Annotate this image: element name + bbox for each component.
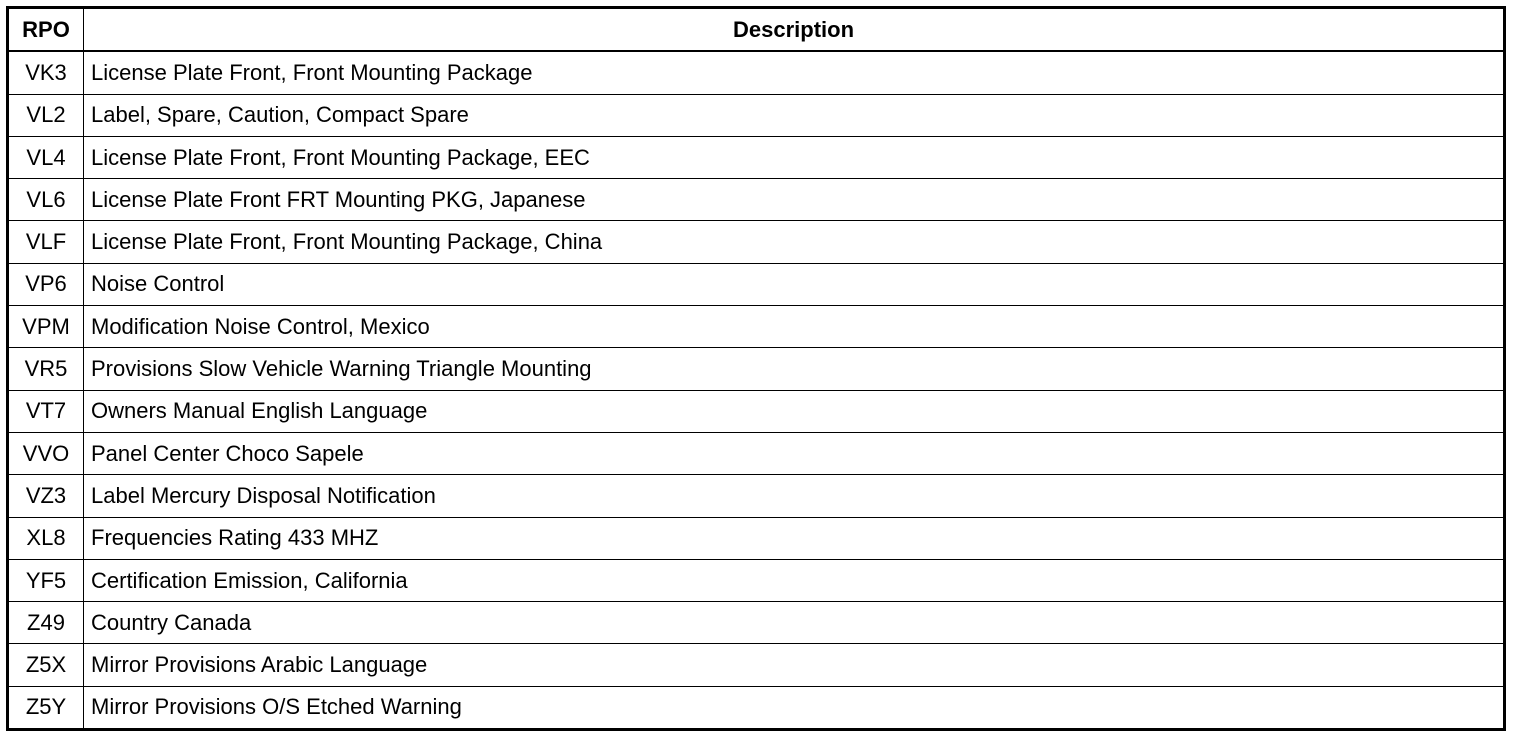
description-cell: Owners Manual English Language bbox=[84, 390, 1505, 432]
description-cell: License Plate Front, Front Mounting Package bbox=[84, 51, 1505, 94]
rpo-code-cell: VL4 bbox=[8, 136, 84, 178]
rpo-code-cell: VT7 bbox=[8, 390, 84, 432]
table-row bbox=[8, 559, 1505, 601]
description-cell: Mirror Provisions O/S Etched Warning bbox=[84, 686, 1505, 729]
description-cell: Label, Spare, Caution, Compact Spare bbox=[84, 94, 1505, 136]
rpo-code-cell: VZ3 bbox=[8, 475, 84, 517]
description-cell: Provisions Slow Vehicle Warning Triangle Mounting bbox=[84, 348, 1505, 390]
description-cell: Country Canada bbox=[84, 602, 1505, 644]
table-row bbox=[8, 179, 1505, 221]
description-cell: Noise Control bbox=[84, 263, 1505, 305]
table-row bbox=[8, 136, 1505, 178]
table-row bbox=[8, 263, 1505, 305]
description-cell: License Plate Front, Front Mounting Package, EEC bbox=[84, 136, 1505, 178]
rpo-code-cell: VP6 bbox=[8, 263, 84, 305]
rpo-code-cell: YF5 bbox=[8, 559, 84, 601]
description-cell: Frequencies Rating 433 MHZ bbox=[84, 517, 1505, 559]
description-cell: Label Mercury Disposal Notification bbox=[84, 475, 1505, 517]
description-cell: License Plate Front FRT Mounting PKG, Japanese bbox=[84, 179, 1505, 221]
rpo-column-header: RPO bbox=[8, 8, 84, 52]
table-row bbox=[8, 475, 1505, 517]
table-row bbox=[8, 390, 1505, 432]
table-row bbox=[8, 602, 1505, 644]
rpo-code-cell: XL8 bbox=[8, 517, 84, 559]
rpo-code-cell: VL2 bbox=[8, 94, 84, 136]
description-cell: Panel Center Choco Sapele bbox=[84, 432, 1505, 474]
description-cell: License Plate Front, Front Mounting Package, China bbox=[84, 221, 1505, 263]
description-cell: Certification Emission, California bbox=[84, 559, 1505, 601]
description-cell: Mirror Provisions Arabic Language bbox=[84, 644, 1505, 686]
rpo-code-cell: VLF bbox=[8, 221, 84, 263]
table-body bbox=[8, 51, 1505, 729]
rpo-table bbox=[6, 6, 1506, 731]
rpo-code-cell: VVO bbox=[8, 432, 84, 474]
table-row bbox=[8, 517, 1505, 559]
table-row bbox=[8, 686, 1505, 729]
rpo-code-cell: Z49 bbox=[8, 602, 84, 644]
table-row bbox=[8, 221, 1505, 263]
rpo-code-cell: VR5 bbox=[8, 348, 84, 390]
rpo-code-cell: VL6 bbox=[8, 179, 84, 221]
table-row bbox=[8, 432, 1505, 474]
table-row bbox=[8, 644, 1505, 686]
table-row bbox=[8, 94, 1505, 136]
rpo-table-container bbox=[6, 6, 1506, 731]
table-row bbox=[8, 306, 1505, 348]
description-column-header: Description bbox=[84, 8, 1505, 52]
rpo-code-cell: VPM bbox=[8, 306, 84, 348]
table-row bbox=[8, 348, 1505, 390]
rpo-code-cell: VK3 bbox=[8, 51, 84, 94]
rpo-code-cell: Z5Y bbox=[8, 686, 84, 729]
description-cell: Modification Noise Control, Mexico bbox=[84, 306, 1505, 348]
table-row bbox=[8, 51, 1505, 94]
rpo-code-cell: Z5X bbox=[8, 644, 84, 686]
table-header-row bbox=[8, 8, 1505, 52]
